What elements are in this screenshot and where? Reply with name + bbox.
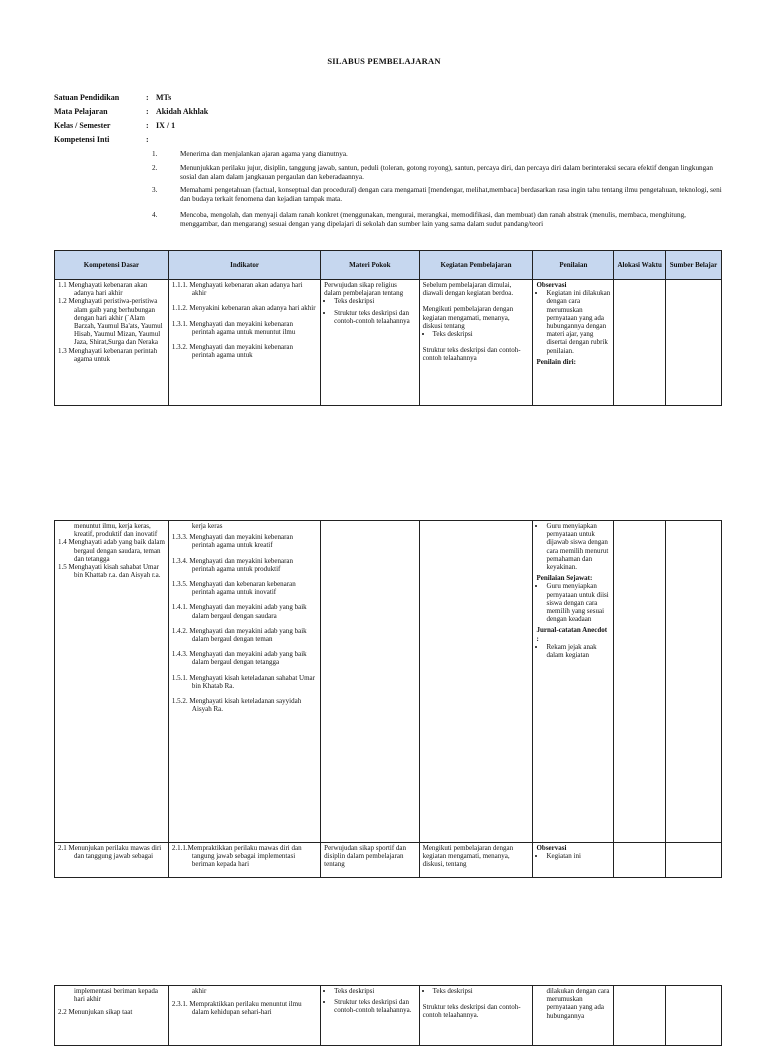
- table-row: [55, 280, 722, 406]
- header-kegiatan: Kegiatan Pembelajaran: [419, 251, 533, 280]
- table-row: [55, 843, 722, 878]
- kegiatan-cell: • Teks deskripsi Struktur teks deskripsi dan contoh-contoh telaahannya.: [419, 986, 533, 1046]
- syllabus-table-part2: [54, 520, 722, 878]
- header-penilaian: Penilaian: [533, 251, 614, 280]
- page-title: SILABUS PEMBELAJARAN: [327, 56, 441, 66]
- materi-cell: Perwujudan sikap sportif dan disiplin dalam pembelajaran tentang: [321, 843, 419, 878]
- meta-kelas: Kelas / Semester : IX / 1: [54, 121, 176, 130]
- materi-cell: [321, 521, 419, 843]
- alokasi-cell: [614, 843, 666, 878]
- penilaian-cell: • Guru menyiapkan pernyataan untuk dijawab siswa dengan cara memilih menurut pemahaman dan keyakinan. Penilaian Sejawat: • Guru menyiapkan pernyataan untuk diisi siswa dengan cara memilih yang sesuai dengan keadaan Jurnal-catatan Anecdot : • Rekam jejak anak dalam kegiatan: [533, 521, 614, 843]
- kd-cell: 2.1 Menunjukan perilaku mawas diri dan tanggung jawab sebagai: [55, 843, 169, 878]
- syllabus-table-part1: [54, 250, 722, 406]
- header-materi-pokok: Materi Pokok: [321, 251, 419, 280]
- kd-cell: menuntut ilmu, kerja keras, kreatif, produktif dan inovatif 1.4 Menghayati adab yang baik dalam bergaul dengan saudara, teman dan tetangga 1.5 Menghayati kisah sahabat Umar bin Khattab r.a. dan Aisyah r.a.: [55, 521, 169, 843]
- meta-ki: Kompetensi Inti :: [54, 135, 149, 144]
- ki-item: 4. Mencoba, mengolah, dan menyaji dalam ranah konkret (menggunakan, mengurai, merangkai, memodifikasi, dan membuat) dan ranah abstrak (menulis, membaca, menghitung, menggambar, dan mengarang) sesuai dengan yang dipelajari di sekolah dan sumber lain yang sama dalam sudut pandang/teori: [152, 211, 686, 228]
- materi-cell: • Teks deskripsi • Struktur teks deskripsi dan contoh-contoh telaahannya.: [321, 986, 419, 1046]
- indikator-cell: 2.1.1.Mempraktikkan perilaku mawas diri dan tangung jawab sebagai implementasi beriman kepada hari: [168, 843, 320, 878]
- sumber-cell: [666, 986, 722, 1046]
- alokasi-cell: [614, 280, 666, 406]
- kegiatan-cell: Mengikuti pembelajaran dengan kegiatan mengamati, menanya, diskusi, tentang: [419, 843, 533, 878]
- header-sumber: Sumber Belajar: [666, 251, 722, 280]
- sumber-cell: [666, 280, 722, 406]
- table-row: [55, 986, 722, 1046]
- kd-cell: 1.1 Menghayati kebenaran akan adanya hari akhir 1.2 Menghayati peristiwa-peristiwa alam gaib yang berhubungan dengan hari akhir (`Alam Barzah, Yaumul Ba'ats, Yaumul Hisab, Yaumul Mizan, Yaumul Jaza, Shirat,Surga dan Neraka 1.3 Menghayati kebenaran perintah agama untuk: [55, 280, 169, 406]
- table-header-row: [55, 251, 722, 280]
- kd-cell: implementasi beriman kepada hari akhir 2.2 Menunjukan sikap taat: [55, 986, 169, 1046]
- sumber-cell: [666, 521, 722, 843]
- indikator-cell: akhir 2.3.1. Mempraktikkan perilaku menuntut ilmu dalam kehidupan sehari-hari: [168, 986, 320, 1046]
- kegiatan-cell: Sebelum pembelajaran dimulai, diawali dengan kegiatan berdoa. Mengikuti pembelajaran dengan kegiatan mengamati, menanya, diskusi tentang • Teks deskripsi Struktur teks deskripsi dan contoh-contoh telaahannya: [419, 280, 533, 406]
- header-alokasi: Alokasi Waktu: [614, 251, 666, 280]
- header-indikator: Indikator: [168, 251, 320, 280]
- alokasi-cell: [614, 986, 666, 1046]
- penilaian-cell: Observasi • Kegiatan ini dilakukan dengan cara merumuskan pernyataan yang ada hubungannya dengan materi ajar, yang disertai dengan rubrik penilaian. Penilain diri:: [533, 280, 614, 406]
- materi-cell: Perwujudan sikap religius dalam pembelajaran tentang • Teks deskripsi • Struktur teks deskripsi dan contoh-contoh telaahannya: [321, 280, 419, 406]
- ki-item: 2. Menunjukkan perilaku jujur, disiplin, tanggung jawab, santun, peduli (toleran, gotong royong), santun, percaya diri, dan percaya diri dalam berinteraksi secara efektif dengan lingkungan sosial dan alam dalam jangkauan pergaulan dan keberadaannya.: [152, 164, 714, 181]
- ki-item: 3. Memahami pengetahuan (factual, konseptual dan procedural) dengan cara mengamati [mendengar, melihat,membaca] berdasarkan rasa ingin tahu tentang ilmu pengetahuan, teknologi, seni dan budaya terkait fenomena dan kejadian tampak mata.: [152, 186, 722, 203]
- indikator-cell: 1.1.1. Menghayati kebenaran akan adanya hari akhir 1.1.2. Menyakini kebenaran akan adanya hari akhir 1.3.1. Menghayati dan meyakini kebenaran perintah agama untuk menuntut ilmu 1.3.2. Menghayati dan meyakini kebenaran perintah agama untuk: [168, 280, 320, 406]
- kegiatan-cell: [419, 521, 533, 843]
- indikator-cell: kerja keras 1.3.3. Menghayati dan meyakini kebenaran perintah agama untuk kreatif 1.3.4. Menghayati dan meyakini kebenaran perintah agama untuk produktif 1.3.5. Menghayati dan kebenaran kebenaran perintah agama untuk inovatif 1.4.1. Menghayati dan meyakini adab yang baik dalam bergaul dengan saudara 1.4.2. Menghayati dan meyakini adab yang baik dalam bergaul dengan teman 1.4.3. Menghayati dan meyakini adab yang baik dalam bergaul dengan tetangga 1.5.1. Menghayati kisah keteladanan sahabat Umar bin Khatab Ra. 1.5.2. Menghayati kisah keteladanan sayyidah Aisyah Ra.: [168, 521, 320, 843]
- sumber-cell: [666, 843, 722, 878]
- alokasi-cell: [614, 521, 666, 843]
- ki-item: 1. Menerima dan menjalankan ajaran agama yang dianutnya.: [152, 150, 348, 158]
- penilaian-cell: Observasi • Kegiatan ini: [533, 843, 614, 878]
- meta-satuan: Satuan Pendidikan : MTs: [54, 93, 172, 102]
- syllabus-table-part3: [54, 985, 722, 1046]
- header-kompetensi-dasar: Kompetensi Dasar: [55, 251, 169, 280]
- meta-mapel: Mata Pelajaran : Akidah Akhlak: [54, 107, 209, 116]
- penilaian-cell: dilakukan dengan cara merumuskan pernyataan yang ada hubungannya: [533, 986, 614, 1046]
- table-row: [55, 521, 722, 843]
